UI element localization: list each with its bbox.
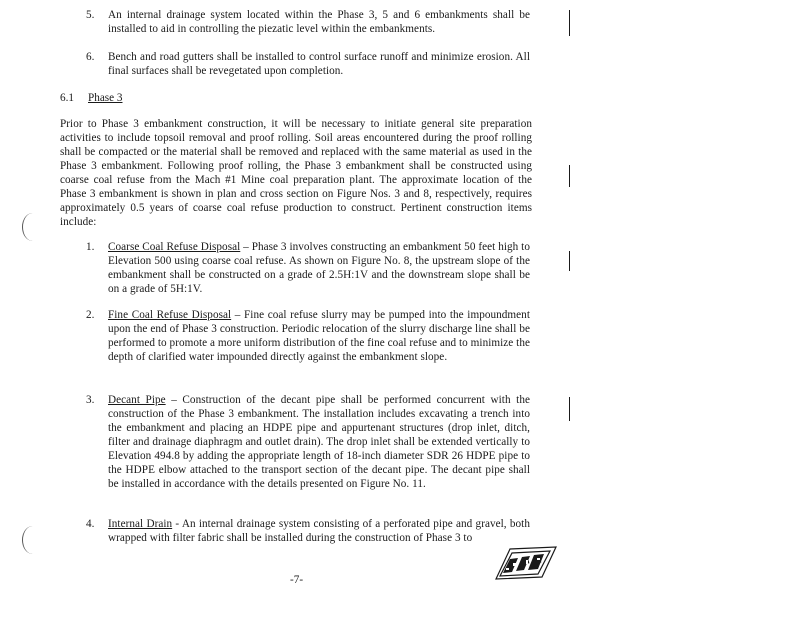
revision-bar xyxy=(569,397,570,421)
list-number: 5. xyxy=(86,9,95,21)
revision-bar xyxy=(569,165,570,187)
list-number: 2. xyxy=(86,309,95,321)
punch-hole-mark xyxy=(22,213,43,241)
list-item-text xyxy=(108,393,530,491)
list-item-text xyxy=(108,517,530,545)
list-number: 1. xyxy=(86,241,95,253)
item-term: Decant Pipe xyxy=(108,394,166,406)
section-number: 6.1 xyxy=(60,92,74,104)
list-item-text: Bench and road gutters shall be installed to control surface runoff and minimize erosion. All final surfaces shall be revegetated upon completion. xyxy=(108,51,530,77)
construction-item-4 xyxy=(86,517,530,545)
list-item-5 xyxy=(86,8,530,36)
list-number: 6. xyxy=(86,51,95,63)
item-description: – Construction of the decant pipe shall be performed concurrent with the construction of the Phase 3 embankment. The installation includes excavating a trench into the embankment and placing an HDPE pipe and appurtenant structures (drop inlet, ditch, filter and drainage diaphragm and outlet drain). The drop inlet shall be extended vertically to Elevation 494.8 by adding the appropriate length of 18-inch diameter SDR 26 HDPE pipe to the HDPE elbow attached to the transport section of the decant pipe. The decant pipe shall be installed in accordance with the details presented on Figure No. 11. xyxy=(108,394,530,490)
revision-bar xyxy=(569,251,570,271)
section-title: Phase 3 xyxy=(88,92,123,104)
engineer-seal-stamp-icon xyxy=(488,543,560,583)
item-description: – Fine coal refuse slurry may be pumped into the impoundment upon the end of Phase 3 construction. Periodic relocation of the slurry discharge line shall be performed to promote a more uniform distribution of the fine coal refuse and to minimize the depth of clarified water impounded directly against the embankment slope. xyxy=(108,309,530,363)
intro-paragraph: Prior to Phase 3 embankment construction, it will be necessary to initiate general site preparation activities to include topsoil removal and proof rolling. Soil areas encountered during the proof rolling shall be compacted or the material shall be removed and replaced with the same material as used in the Phase 3 embankment. Following proof rolling, the Phase 3 embankment shall be constructed using coarse coal refuse from the Mach #1 Mine coal preparation plant. The approximate location of the Phase 3 embankment is shown in plan and cross section on Figure Nos. 3 and 8, respectively, requires approximately 0.5 years of coarse coal refuse production to construct. Pertinent construction items include: xyxy=(60,118,532,228)
item-description: – Phase 3 involves constructing an embankment 50 feet high to Elevation 500 using coarse coal refuse. As shown on Figure No. 8, the upstream slope of the embankment shall be constructed on a grade of 2.5H:1V and the downstream slope shall be on a grade of 5H:1V. xyxy=(108,241,530,295)
construction-item-1 xyxy=(86,240,530,296)
section-heading xyxy=(60,91,123,105)
punch-hole-mark xyxy=(22,526,43,554)
item-description: - An internal drainage system consisting of a perforated pipe and gravel, both wrapped with filter fabric shall be installed during the construction of Phase 3 to xyxy=(108,518,530,544)
list-number: 4. xyxy=(86,518,95,530)
item-term: Fine Coal Refuse Disposal xyxy=(108,309,232,321)
list-item-text: An internal drainage system located within the Phase 3, 5 and 6 embankments shall be installed to aid in controlling the piezatic level within the embankments. xyxy=(108,9,530,35)
list-item-6 xyxy=(86,50,530,78)
list-item-text xyxy=(108,308,530,364)
revision-bar xyxy=(569,10,570,36)
item-term: Internal Drain xyxy=(108,518,173,530)
construction-item-3 xyxy=(86,393,530,491)
page-number: -7- xyxy=(290,574,304,586)
item-term: Coarse Coal Refuse Disposal xyxy=(108,241,241,253)
construction-item-2 xyxy=(86,308,530,364)
list-number: 3. xyxy=(86,394,95,406)
list-item-text xyxy=(108,240,530,296)
